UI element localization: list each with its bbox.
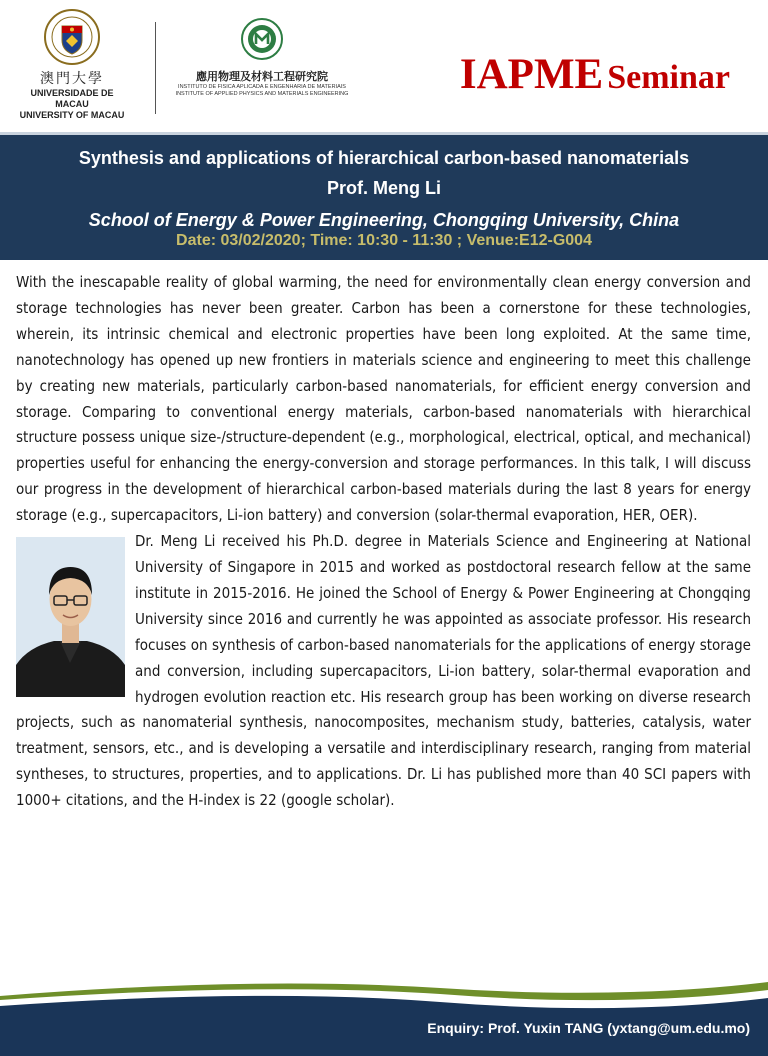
main-content: [16, 270, 751, 814]
iapme-logo: [172, 18, 352, 98]
um-name-portuguese: UNIVERSIDADE DE MACAU: [30, 88, 114, 109]
talk-banner: [0, 132, 768, 260]
speaker-portrait-icon: [16, 537, 125, 697]
header: [0, 0, 768, 130]
speaker-affiliation: School of Energy & Power Engineering, Chongqing University, China: [88, 210, 680, 230]
iapme-name-chinese: 應用物理及材料工程研究院: [196, 70, 328, 83]
iapme-name-portuguese: INSTITUTO DE FISICA APLICADA E ENGENHARIA DE MATERIAIS: [178, 84, 346, 90]
seminar-title-word: Seminar: [607, 59, 730, 96]
abstract-paragraph: With the inescapable reality of global warming, the need for environmentally clean energy conversion and storage technologies has never been greater. Carbon has been a cornerstone for these technologies, wherein, its intrinsic chemical and electronic properties have been long exploited. At the same time, nanotechnology has opened up new frontiers in materials science and engineering to meet this challenge by creating new materials, particularly carbon-based nanomaterials, for efficient energy conversion and storage. Comparing to conventional energy materials, carbon-based nanomaterials with hierarchical structure possess unique size-/structure-dependent (e.g., morphological, electrical, optical, and mechanical) properties useful for enhancing the energy-conversion and storage performances. In this talk, I will discuss our progress in the development of hierarchical carbon-based materials during the last 8 years for energy storage (e.g., supercapacitors, Li-ion battery) and conversion (solar-thermal evaporation, HER, OER).: [16, 273, 751, 525]
seminar-title-main: IAPME: [459, 51, 604, 98]
iapme-name-english: INSTITUTE OF APPLIED PHYSICS AND MATERIALS ENGINEERING: [175, 91, 349, 97]
date-time-venue: Date: 03/02/2020; Time: 10:30 - 11:30 ; Venue:E12-G004: [176, 232, 592, 249]
header-divider: [155, 22, 156, 114]
talk-title: Synthesis and applications of hierarchical carbon-based nanomaterials: [78, 148, 690, 168]
speaker-bio-paragraph: Dr. Meng Li received his Ph.D. degree in Materials Science and Engineering at National University of Singapore in 2015 and worked as postdoctoral research fellow at the same institute in 2015-2016. He joined the School of Energy & Power Engineering at Chongqing University since 2016 and currently he was appointed as associate professor. His research focuses on synthesis of carbon-based nanomaterials for the applications of energy storage and conversion, including supercapacitors, Li-ion battery, solar-thermal evaporation and hydrogen evolution reaction etc. His research group has been working on diverse research projects, such as nanomaterial synthesis, nanocomposites, mechanism study, batteries, catalysis, water treatment, sensors, etc., and is developing a versatile and interdisciplinary research, ranging from material syntheses, to structures, properties, and to applications. Dr. Li has published more than 40 SCI papers with 1000+ citations, and the H-index is 22 (google scholar).: [16, 532, 751, 810]
um-name-english: UNIVERSITY OF MACAU: [19, 110, 125, 120]
um-name-chinese: 澳門大學: [40, 71, 104, 87]
footer-wave: [0, 956, 768, 1056]
seminar-title: [460, 50, 730, 99]
enquiry-contact: Enquiry: Prof. Yuxin TANG (yxtang@um.edu.mo): [427, 1020, 750, 1036]
speaker-photo: [16, 537, 125, 697]
speaker-name: Prof. Meng Li: [327, 178, 441, 198]
university-of-macau-logo: [14, 8, 130, 121]
um-seal-icon: [43, 8, 101, 66]
iapme-seal-icon: [241, 18, 283, 60]
